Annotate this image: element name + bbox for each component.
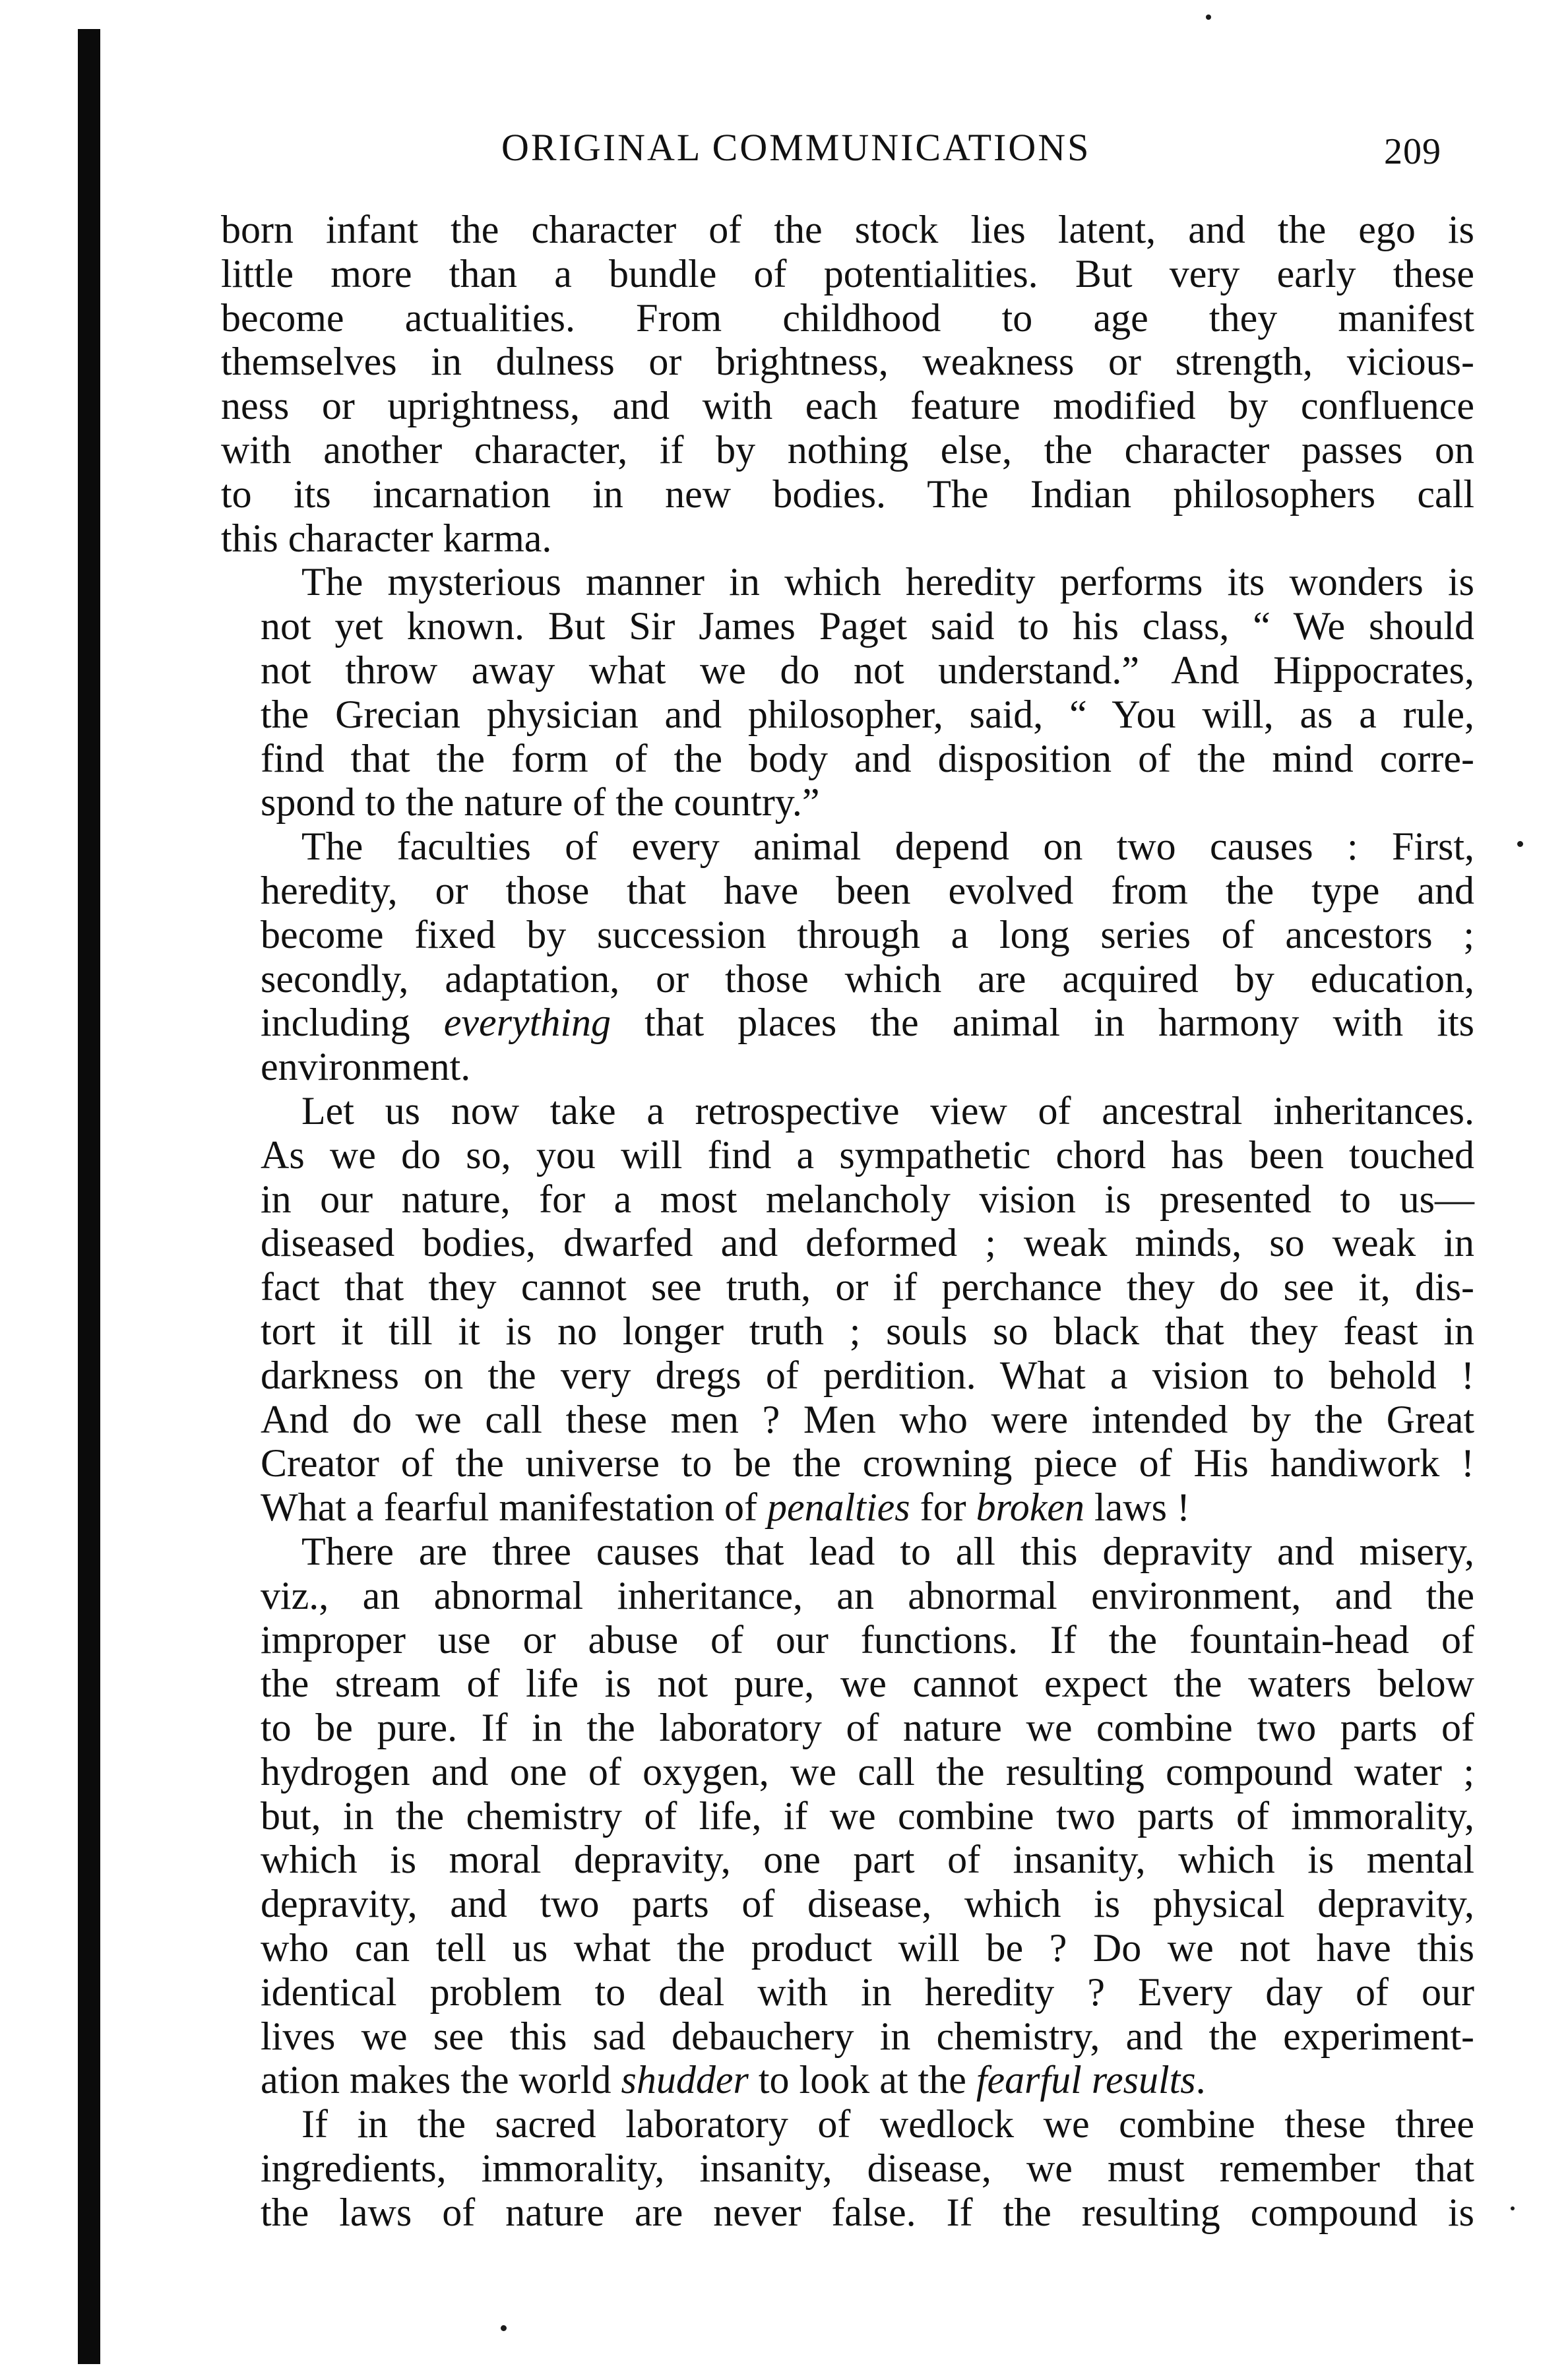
text-line: Let us now take a retrospective view of ancestral inheritances. xyxy=(301,1088,1474,1133)
page-binding-edge xyxy=(78,29,100,2364)
print-speck xyxy=(1206,15,1211,20)
paragraph-4 xyxy=(221,1089,1474,1530)
print-speck xyxy=(501,2325,507,2331)
text-fragment: ation makes the world xyxy=(261,2058,612,2102)
text-line: become fixed by succession through a long series of ancestors ; xyxy=(261,912,1474,956)
text-line: become actualities. From childhood to age they manifest xyxy=(221,296,1474,340)
print-speck xyxy=(1511,2206,1515,2210)
text-line: If in the sacred laboratory of wedlock we combine these three xyxy=(301,2102,1474,2146)
running-head: ORIGINAL COMMUNICATIONS xyxy=(501,126,1091,169)
text-line: not yet known. But Sir James Paget said to his class, “ We should xyxy=(261,604,1474,648)
text-line: fact that they cannot see truth, or if perchance they do see it, dis- xyxy=(261,1265,1474,1309)
text-fragment: to look at the xyxy=(758,2058,966,2102)
text-line: diseased bodies, dwarfed and deformed ; weak minds, so weak in xyxy=(261,1221,1474,1265)
text-line: improper use or abuse of our functions. If the fountain-head of xyxy=(261,1617,1474,1662)
text-fragment: What a fearful manifestation of xyxy=(261,1485,757,1530)
emphasis-word: penalties xyxy=(767,1485,910,1530)
paragraph-6 xyxy=(221,2102,1474,2234)
text-line: ingredients, immorality, insanity, disease, we must remember that xyxy=(261,2146,1474,2191)
text-line: secondly, adaptation, or those which are acquired by education, xyxy=(261,956,1474,1001)
text-line: heredity, or those that have been evolved from the type and xyxy=(261,868,1474,912)
text-line xyxy=(221,1485,1474,1530)
print-speck xyxy=(1517,841,1523,847)
text-line: lives we see this sad debauchery in chemistry, and the experiment- xyxy=(261,2014,1474,2058)
paragraph-3 xyxy=(221,825,1474,1089)
text-line: viz., an abnormal inheritance, an abnormal environment, and the xyxy=(261,1573,1474,1617)
text-line: environment. xyxy=(261,1045,471,1089)
text-line: The faculties of every animal depend on two causes : First, xyxy=(301,825,1474,869)
text-line: with another character, if by nothing else, the character passes on xyxy=(221,427,1474,472)
text-line: not throw away what we do not understand.” And Hippocrates, xyxy=(261,648,1474,692)
text-fragment: including xyxy=(261,1001,410,1045)
text-line: hydrogen and one of oxygen, we call the resulting compound water ; xyxy=(261,1749,1474,1794)
emphasis-word: shudder xyxy=(621,2058,749,2102)
text-line: to its incarnation in new bodies. The Indian philosophers call xyxy=(221,472,1474,516)
text-fragment: for xyxy=(920,1485,966,1530)
text-line: ness or uprightness, and with each feature modified by confluence xyxy=(221,384,1474,428)
body-text xyxy=(221,208,1474,2235)
paragraph-5 xyxy=(221,1530,1474,2102)
text-line: themselves in dulness or brightness, weakness or strength, vicious- xyxy=(221,340,1474,384)
text-line: to be pure. If in the laboratory of nature we combine two parts of xyxy=(261,1706,1474,1750)
text-line: darkness on the very dregs of perdition. What a vision to behold ! xyxy=(261,1353,1474,1397)
text-line: tort it till it is no longer truth ; souls so black that they feast in xyxy=(261,1309,1474,1353)
text-line: And do we call these men ? Men who were intended by the Great xyxy=(261,1397,1474,1441)
text-line: in our nature, for a most melancholy vision is presented to us— xyxy=(261,1177,1474,1221)
paragraph-2 xyxy=(221,560,1474,825)
text-line: spond to the nature of the country.” xyxy=(261,780,820,825)
text-line: As we do so, you will find a sympathetic chord has been touched xyxy=(261,1133,1474,1177)
text-line: the laws of nature are never false. If the resulting compound is xyxy=(261,2190,1474,2234)
text-line: little more than a bundle of potentialities. But very early these xyxy=(221,251,1474,296)
text-line: The mysterious manner in which heredity performs its wonders is xyxy=(301,560,1474,604)
text-line: Creator of the universe to be the crowning piece of His handiwork ! xyxy=(261,1441,1474,1485)
text-line xyxy=(221,1001,1474,1045)
text-line: the Grecian physician and philosopher, said, “ You will, as a rule, xyxy=(261,692,1474,736)
text-line: which is moral depravity, one part of insanity, which is mental xyxy=(261,1838,1474,1882)
text-fragment: laws ! xyxy=(1094,1485,1190,1530)
text-line xyxy=(221,2058,1474,2102)
emphasis-word: everything xyxy=(443,1001,612,1045)
page-header xyxy=(218,125,1495,172)
text-line: identical problem to deal with in heredity ? Every day of our xyxy=(261,1970,1474,2014)
text-line: depravity, and two parts of disease, which is physical depravity, xyxy=(261,1882,1474,1926)
emphasis-word: broken xyxy=(976,1485,1084,1530)
text-line: There are three causes that lead to all this depravity and misery, xyxy=(301,1529,1474,1573)
emphasis-word: fearful results xyxy=(976,2058,1196,2102)
text-line: find that the form of the body and disposition of the mind corre- xyxy=(261,736,1474,780)
text-line: but, in the chemistry of life, if we combine two parts of immorality, xyxy=(261,1794,1474,1838)
page-number: 209 xyxy=(1384,131,1441,172)
text-line: the stream of life is not pure, we cannot expect the waters below xyxy=(261,1662,1474,1706)
text-line: born infant the character of the stock lies latent, and the ego is xyxy=(221,208,1474,251)
paragraph-1 xyxy=(221,208,1474,560)
text-fragment: that places the animal in harmony with its xyxy=(644,1001,1475,1045)
text-fragment: . xyxy=(1195,2058,1206,2102)
text-line: who can tell us what the product will be ? Do we not have this xyxy=(261,1926,1474,1970)
text-line: this character karma. xyxy=(221,516,552,560)
